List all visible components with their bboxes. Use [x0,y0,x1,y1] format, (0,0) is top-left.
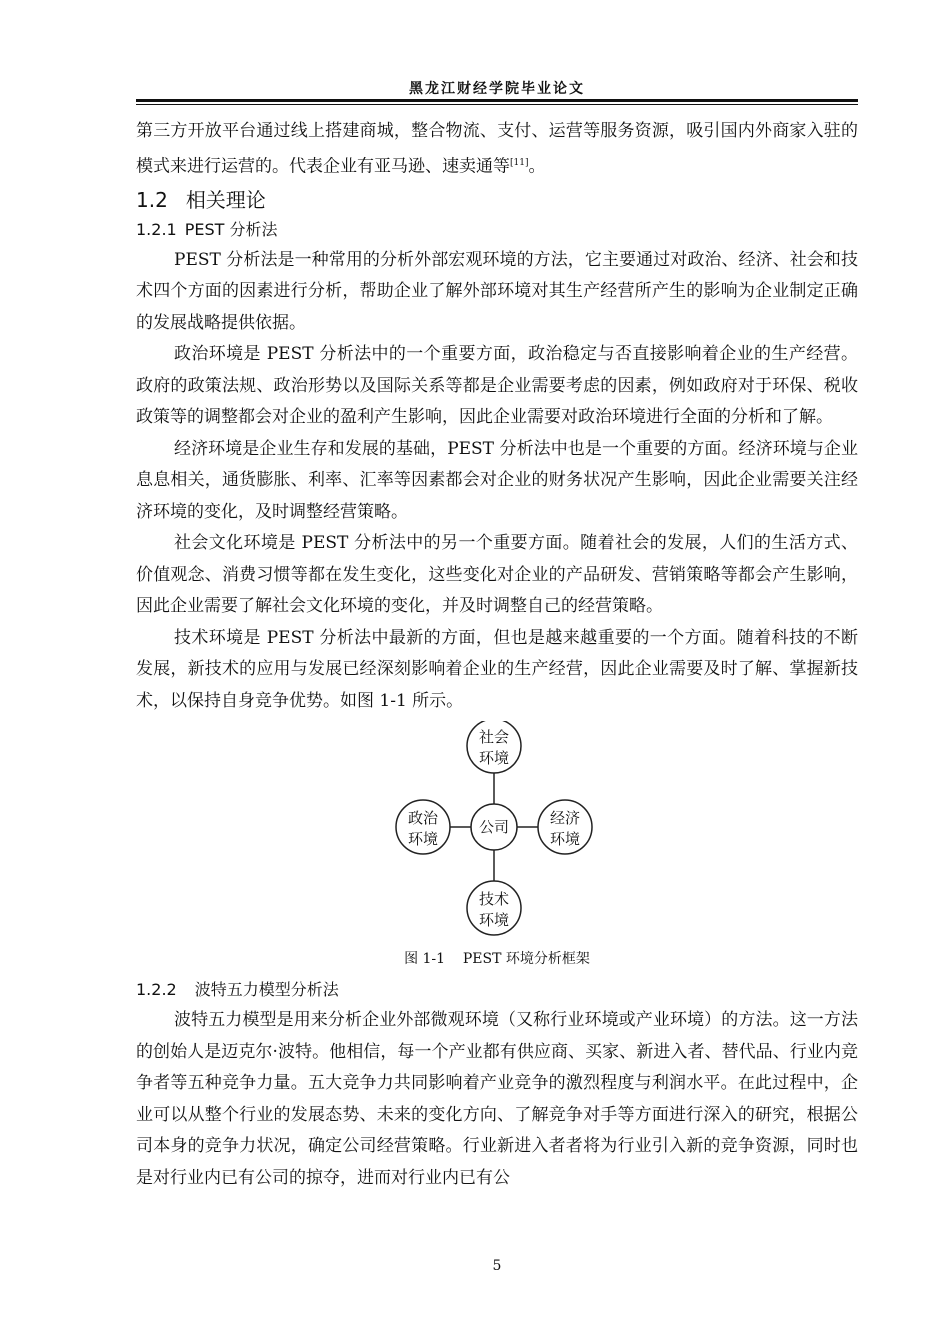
page-body [136,116,858,1194]
subsection-heading-1-2-1 [136,215,858,245]
header-rule-thick [136,99,858,102]
political-label-line2: 环境 [407,830,439,849]
social-label-line1: 社会 [478,728,510,747]
economic-label-line1: 经济 [549,809,581,828]
page-number: 5 [492,1258,502,1274]
paragraph-technology: 技术环境是 PEST 分析法中最新的方面，但也是越来越重要的一个方面。随着科技的不断发展，新技术的应用与发展已经深刻影响着企业的生产经营，因此企业需要及时了解、掌握新技术，以保持自身竞争优势。如图 1-1 所示。 [136,627,858,711]
political-label-line1: 政治 [407,809,439,828]
paragraph-text: 第三方开放平台通过线上搭建商城，整合物流、支付、运营等服务资源，吸引国内外商家入驻的模式来进行运营的。代表企业有亚马逊、速卖通等 [136,121,858,177]
figure-caption: 图 1-1 PEST 环境分析框架 [404,951,590,968]
paragraph-political: 政治环境是 PEST 分析法中的一个重要方面，政治稳定与否直接影响着企业的生产经营。政府的政策法规、政治形势以及国际关系等都是企业需要考虑的因素，例如政府对于环保、税收政策等的调整都会对企业的盈利产生影响，因此企业需要对政治环境进行全面的分析和了解。 [136,344,858,428]
page-header-title: 黑龙江财经学院毕业论文 [409,81,585,97]
technology-label-line1: 技术 [478,890,510,909]
paragraph-pest-intro: PEST 分析法是一种常用的分析外部宏观环境的方法，它主要通过对政治、经济、社会和技术四个方面的因素进行分析，帮助企业了解外部环境对其生产经营所产生的影响为企业制定正确的发展战略提供依据。 [136,249,858,333]
header-rule-thin [136,104,858,105]
section-number: 1.2 [136,187,168,212]
subsection-title: 波特五力模型分析法 [194,980,339,1000]
subsection-title: PEST 分析法 [184,219,278,239]
subsection-number: 1.2.1 [136,219,177,239]
economic-label-line2: 环境 [549,830,581,849]
subsection-number: 1.2.2 [136,980,177,1000]
center-label: 公司 [478,818,510,837]
section-heading-1-2 [136,185,858,215]
citation-ref: [11] [510,157,529,168]
paragraph-economic: 经济环境是企业生存和发展的基础，PEST 分析法中也是一个重要的方面。经济环境与企业息息相关，通货膨胀、利率、汇率等因素都会对企业的财务状况产生影响，因此企业需要关注经济环境的变化，及时调整经营策略。 [136,438,858,522]
paragraph-end: 。 [528,156,546,177]
subsection-heading-1-2-2 [136,975,858,1005]
pest-diagram [136,721,858,941]
social-label-line2: 环境 [478,749,510,768]
section-title: 相关理论 [185,187,266,212]
technology-label-line2: 环境 [478,911,510,930]
paragraph-intro-continued [136,116,858,183]
paragraph-social: 社会文化环境是 PEST 分析法中的另一个重要方面。随着社会的发展，人们的生活方式、价值观念、消费习惯等都在发生变化，这些变化对企业的产品研发、营销策略等都会产生影响，因此企业需要了解社会文化环境的变化，并及时调整自己的经营策略。 [136,533,858,617]
pest-diagram-svg [136,721,858,941]
paragraph-porter: 波特五力模型是用来分析企业外部微观环境（又称行业环境或产业环境）的方法。这一方法的创始人是迈克尔·波特。他相信，每一个产业都有供应商、买家、新进入者、替代品、行业内竞争者等五种竞争力量。五大竞争力共同影响着产业竞争的激烈程度与利润水平。在此过程中，企业可以从整个行业的发展态势、未来的变化方向、了解竞争对手等方面进行深入的研究，根据公司本身的竞争力状况，确定公司经营策略。行业新进入者者将为行业引入新的竞争资源，同时也是对行业内已有公司的掠夺，进而对行业内已有公 [136,1010,858,1188]
